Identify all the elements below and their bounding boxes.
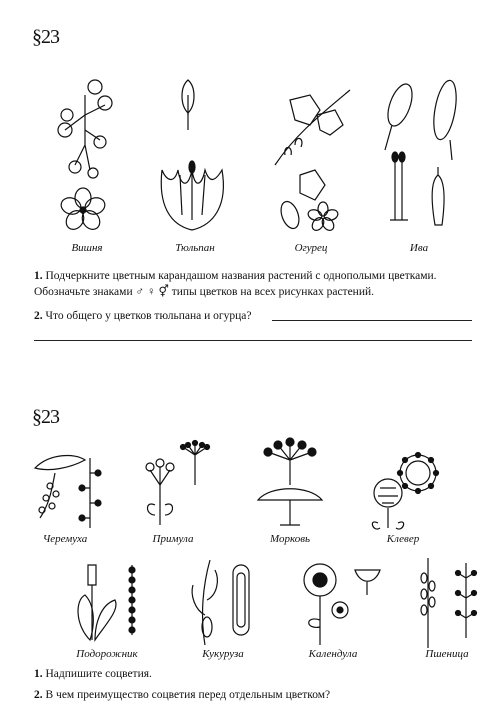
caption-cucumber: Огурец — [294, 242, 328, 254]
task2-question: 2. Что общего у цветков тюльпана и огурца? — [34, 310, 252, 322]
caption-carrot: Морковь — [269, 533, 310, 545]
section2-task1: 1. Надпишите соцветия. — [34, 668, 152, 680]
wheat-illustration — [408, 558, 493, 650]
carrot-illustration — [250, 440, 340, 530]
caption-clover: Клевер — [386, 533, 420, 545]
cucumber-illustration — [265, 75, 355, 240]
clover-illustration — [368, 448, 448, 538]
tulip-illustration — [150, 75, 235, 240]
answer-line[interactable] — [34, 340, 472, 341]
willow-illustration — [380, 75, 470, 240]
caption-bird-cherry: Черемуха — [42, 533, 88, 545]
calendula-illustration — [295, 555, 390, 650]
primula-illustration — [140, 445, 220, 530]
cherry-illustration — [45, 75, 125, 240]
caption-wheat: Пшеница — [425, 648, 469, 660]
caption-plantain: Подорожник — [76, 648, 138, 660]
caption-tulip: Тюльпан — [175, 242, 215, 254]
section-mark-1: §23 — [32, 26, 59, 48]
caption-corn: Кукуруза — [202, 648, 244, 660]
caption-calendula: Календула — [308, 648, 358, 660]
caption-cherry: Вишня — [71, 242, 103, 254]
section-mark-2: §23 — [32, 406, 59, 428]
corn-illustration — [185, 555, 265, 650]
caption-willow: Ива — [409, 242, 429, 254]
bird-cherry-illustration — [30, 448, 105, 533]
plantain-illustration — [70, 555, 155, 650]
caption-primula: Примула — [152, 533, 194, 545]
section2-task2: 2. В чем преимущество соцветия перед отдельным цветком? — [34, 689, 331, 701]
task1-instruction: 1. Подчеркните цветным карандашом названия растений с однополыми цветками. Обозначьте знаками ♂ ♀ ⚥ типы цветков на всех рисунках растений. — [34, 270, 437, 298]
answer-line[interactable] — [272, 320, 472, 321]
